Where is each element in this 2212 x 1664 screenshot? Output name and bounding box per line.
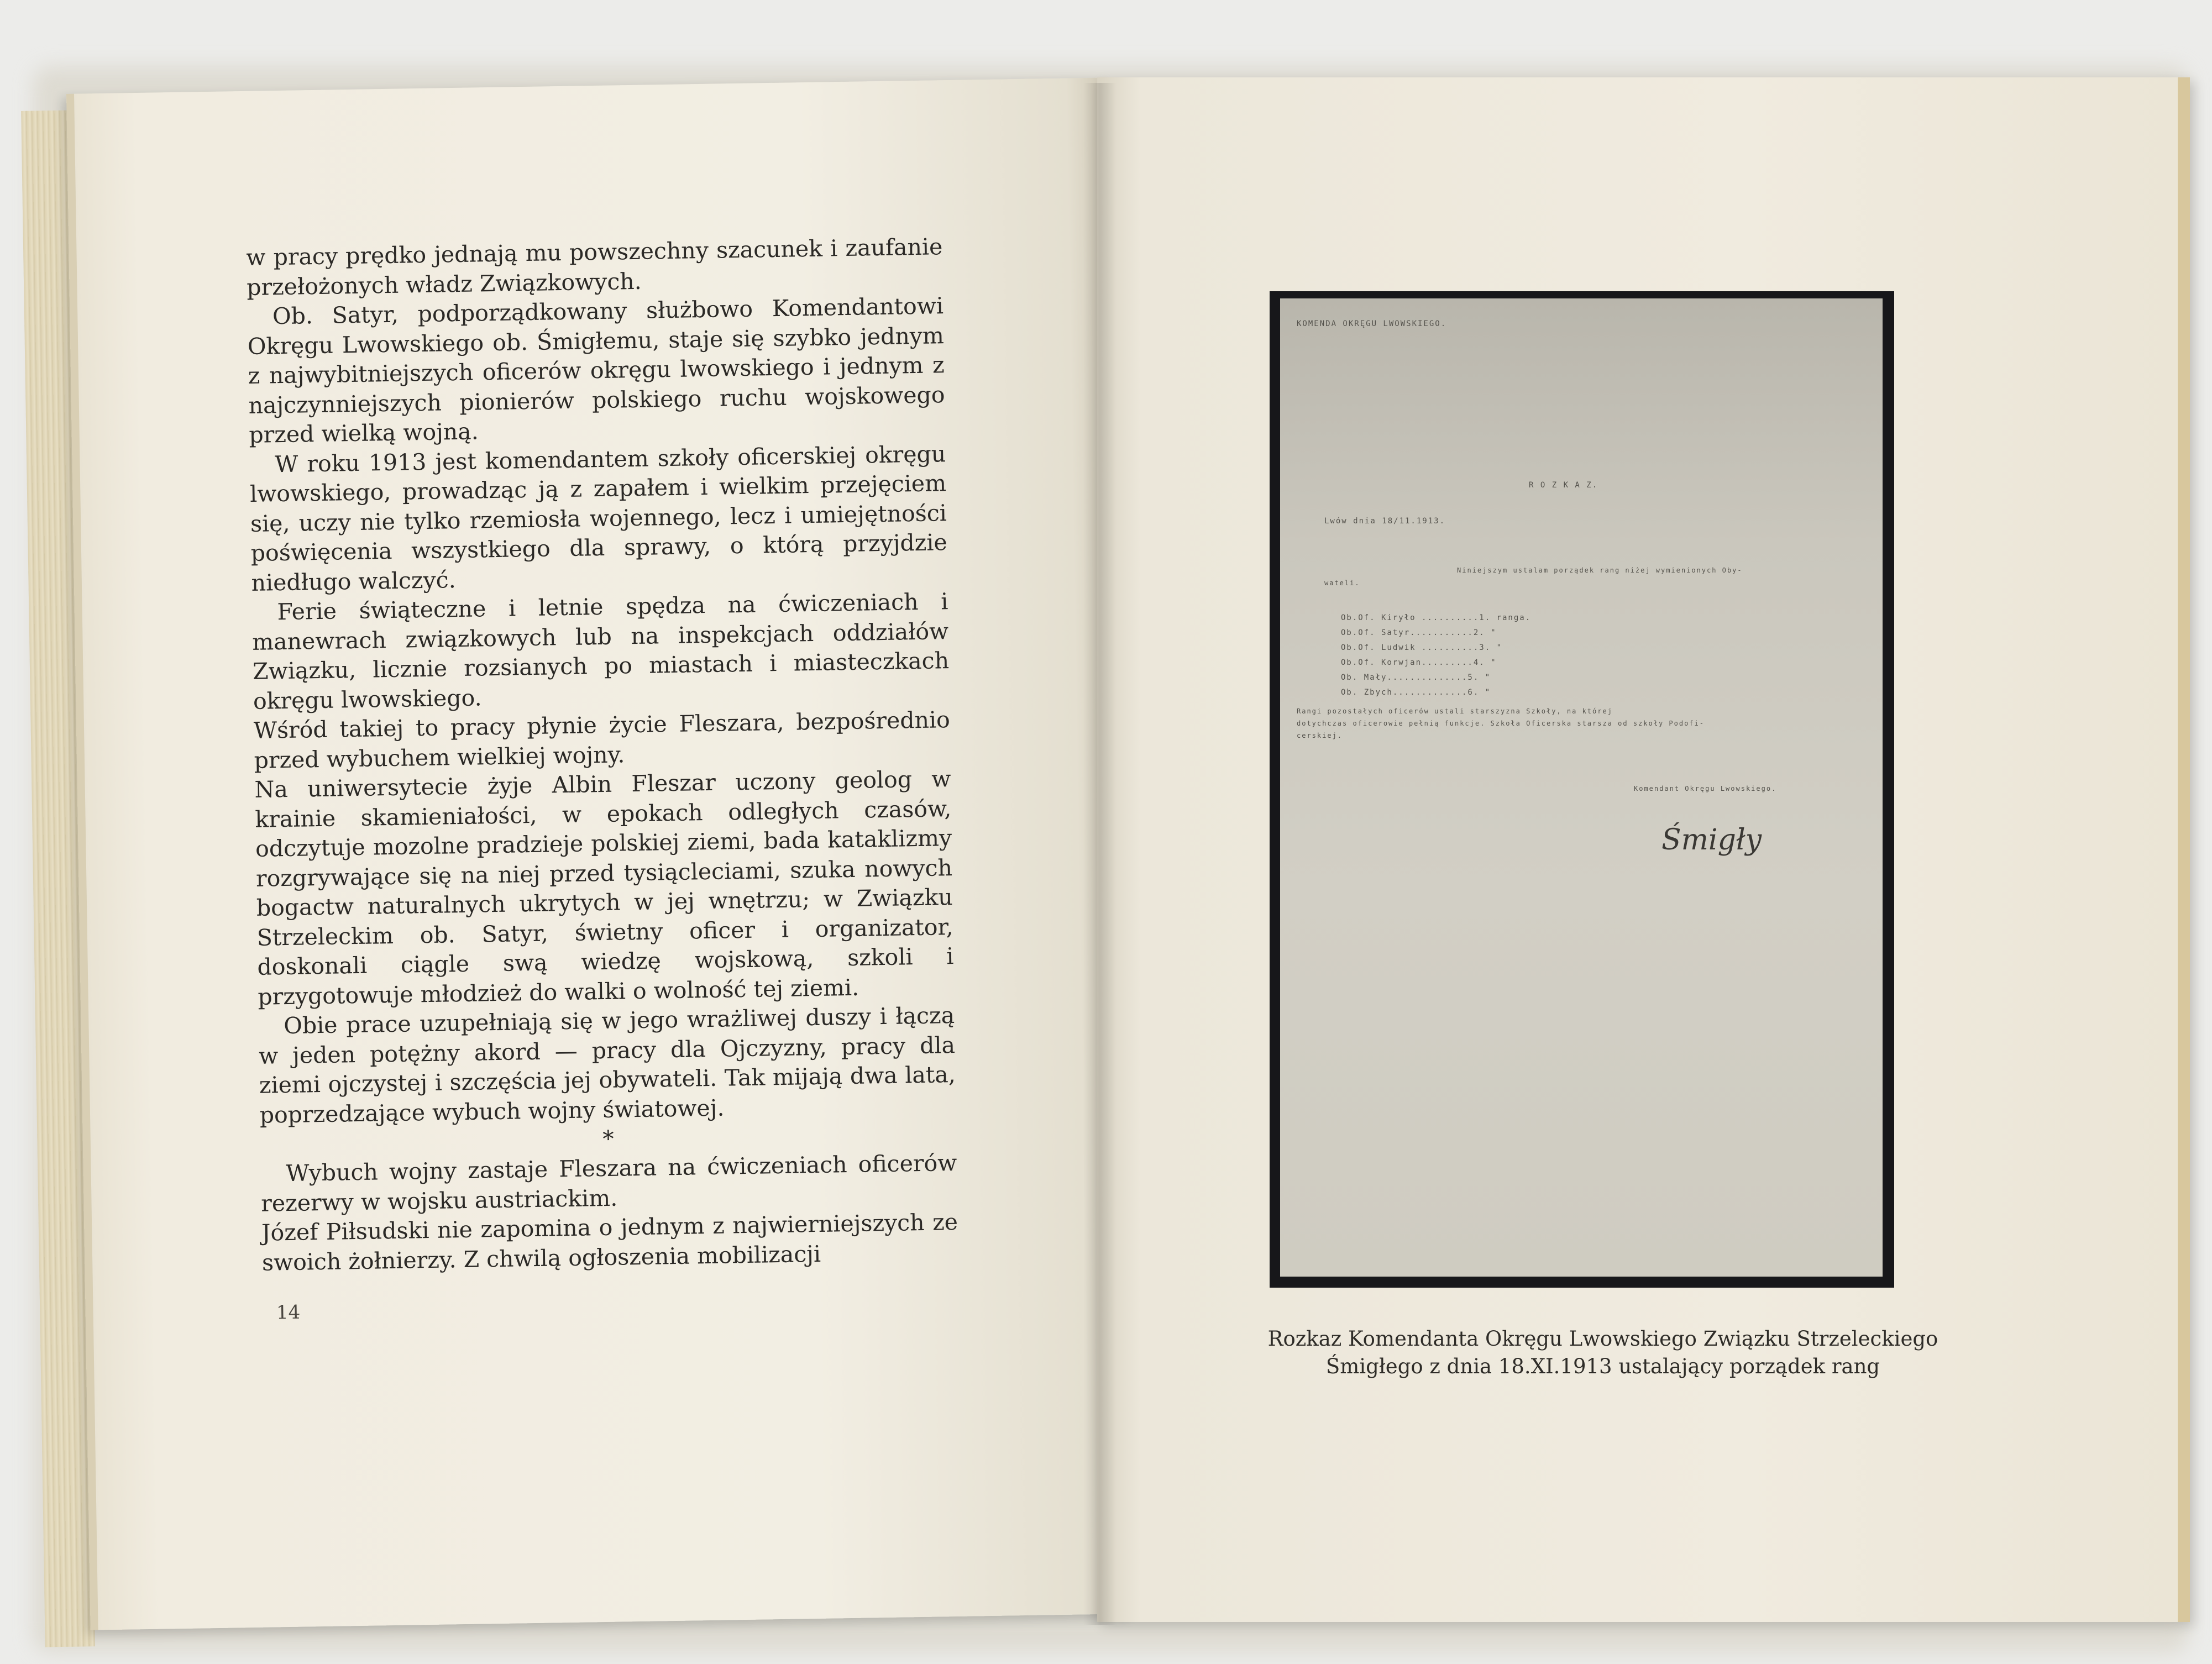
document-photo — [1280, 298, 1883, 1277]
doc-signatory: Komendant Okręgu Lwowskiego. — [1634, 785, 1777, 792]
doc-rank-row: Ob.Of. Satyr...........2. " — [1341, 628, 1497, 637]
doc-rank-row: Ob.Of. Ludwik ..........3. " — [1341, 643, 1503, 652]
paragraph: Na uniwersytecie żyje Albin Fleszar uczony geolog w krainie skamieniałości, w epokach odległych czasów, odczytuje mozolne pradzieje polskiej ziemi, bada kataklizmy rozgrywające się na niej przed tysiącleciami, szuka nowych bogactw naturalnych ukrytych w jej wnętrzu; w Związku Strzeleckim ob. Satyr, świetny oficer i organizator, doskonali ciągle swą wiedzę wojskową, szkoli i przygotowuje młodzież do walki o wolność tej ziemi. — [254, 765, 954, 1010]
paragraph: Ob. Satyr, podporządkowany służbowo Komendantowi Okręgu Lwowskiego ob. Śmigłemu, staje się szybko jednym z najwybitniejszych oficerów okręgu lwowskiego i jednym z najczynniejszych pionierów polskiego ruchu wojskowego przed wielką wojną. — [247, 292, 945, 448]
caption-line: Rozkaz Komendanta Okręgu Lwowskiego Związku Strzeleckiego — [1267, 1327, 1938, 1351]
paragraph: Wśród takiej to pracy płynie życie Fleszara, bezpośrednio przed wybuchem wielkiej wojny. — [253, 706, 951, 774]
section-break-star: * — [602, 1125, 615, 1153]
page-number: 14 — [276, 1301, 301, 1324]
left-page-text — [246, 232, 958, 1278]
figure-caption — [1244, 1325, 1962, 1380]
doc-note: cerskiej. — [1297, 732, 1343, 739]
doc-title: R O Z K A Z. — [1529, 481, 1598, 490]
doc-rank-row: Ob.Of. Korwjan.........4. " — [1341, 658, 1497, 667]
paragraph: W roku 1913 jest komendantem szkoły oficerskiej okręgu lwowskiego, prowadząc ją z zapałem i wielkim przejęciem się, uczy nie tylko rzemiosła wojennego, lecz i umiejętności poświęcenia wszystkiego dla sprawy, o którą przyjdzie niedługo walczyć. — [249, 440, 948, 596]
paragraph: w pracy prędko jednają mu powszechny szacunek i zaufanie przełożonych władz Związkowych. — [246, 233, 943, 301]
doc-rank-row: Ob.Of. Kiryło ..........1. ranga. — [1341, 613, 1532, 622]
doc-note: dotychczas oficerowie pełnią funkcje. Szkoła Oficerska starsza od szkoły Podofi- — [1297, 720, 1705, 727]
paragraph: Obie prace uzupełniają się w jego wrażliwej duszy i łączą w jeden potężny akord — pracy dla Ojczyzny, pracy dla ziemi ojczystej i szczęścia jej obywateli. Tak mijają dwa lata, poprzedzające wybuch wojny światowej. — [258, 1002, 956, 1128]
book-gutter — [1083, 83, 1117, 1625]
doc-rank-row: Ob. Mały..............5. " — [1341, 673, 1491, 682]
signature: Śmigły — [1661, 823, 1762, 857]
paragraph: Ferie świąteczne i letnie spędza na ćwiczeniach i manewrach związkowych lub na inspekcjach oddziałów Związku, licznie rozsianych po miastach i miasteczkach okręgu lwowskiego. — [251, 588, 950, 715]
paragraph: Wybuch wojny zastaje Fleszara na ćwiczeniach oficerów rezerwy w wojsku austriackim. — [260, 1149, 957, 1217]
caption-line: Śmigłego z dnia 18.XI.1913 ustalający porządek rang — [1325, 1355, 1880, 1378]
doc-date: Lwów dnia 18/11.1913. — [1324, 517, 1446, 526]
doc-note: Rangi pozostałych oficerów ustali starszyzna Szkoły, na której — [1297, 707, 1613, 715]
doc-intro: wateli. — [1324, 579, 1360, 587]
paragraph: Józef Piłsudski nie zapomina o jednym z najwierniejszych ze swoich żołnierzy. Z chwilą ogłoszenia mobilizacji — [261, 1208, 958, 1276]
doc-header: KOMENDA OKRĘGU LWOWSKIEGO. — [1297, 319, 1447, 328]
doc-rank-row: Ob. Zbych.............6. " — [1341, 688, 1491, 697]
doc-intro: Niniejszym ustalam porządek rang niżej wymienionych Oby- — [1457, 566, 1743, 574]
